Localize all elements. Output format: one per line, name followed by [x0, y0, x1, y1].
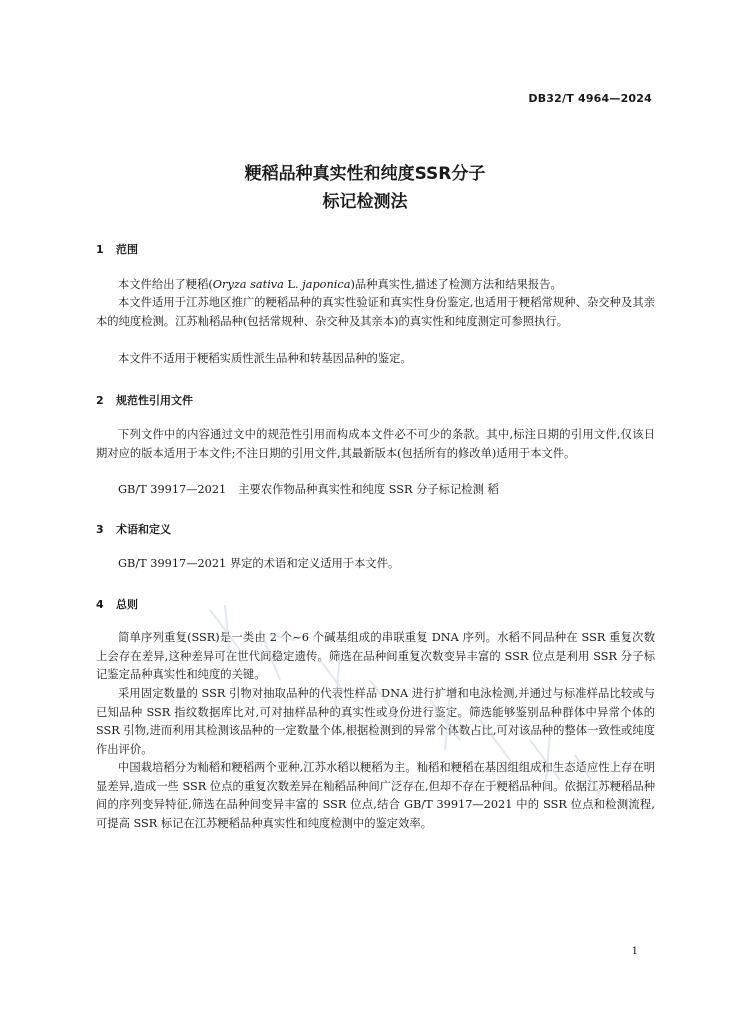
- section-1-heading: [96, 241, 138, 257]
- section-3-paragraph-1: GB/T 39917—2021 界定的术语和定义适用于本文件。: [118, 557, 400, 570]
- section-title: 术语和定义: [116, 523, 171, 536]
- section-number: 4: [96, 598, 104, 611]
- section-title: 总则: [116, 598, 138, 611]
- section-number: 3: [96, 523, 104, 536]
- section-4-heading: [96, 596, 138, 612]
- page-number: 1: [631, 946, 638, 957]
- section-2-heading: [96, 392, 193, 408]
- reference-code: GB/T 39917—2021: [118, 483, 227, 496]
- section-title: 范围: [116, 243, 138, 256]
- section-number: 1: [96, 243, 104, 256]
- document-title: [0, 160, 730, 216]
- section-number: 2: [96, 394, 104, 407]
- title-line-1: 粳稻品种真实性和纯度SSR分子: [244, 164, 486, 184]
- section-1-paragraph-1: 本文件给出了粳稻(Oryza sativa L. japonica)品种真实性,描述了检测方法和结果报告。: [118, 278, 562, 291]
- standard-code: DB32/T 4964—2024: [528, 92, 652, 105]
- reference-title: 主要农作物品种真实性和纯度 SSR 分子标记检测 稻: [238, 483, 499, 496]
- section-3-heading: [96, 521, 171, 537]
- section-4-paragraph-3: 中国栽培稻分为籼稻和粳稻两个亚种,江苏水稻以粳稻为主。籼稻和粳稻在基因组组成和生态适应性上存在明显差异,造成一些 SSR 位点的重复次数差异在籼稻品种间广泛存在,但却不存在于粳稻品种间。依据江苏粳稻品种间的序列变异特征,筛选在品种间变异丰富的 SSR 位点,结合 GB/T 39917—2021 中的 SSR 位点和检测流程,可提高 SSR 标记在江苏粳稻品种真实性和纯度检测中的鉴定效率。: [96, 761, 655, 830]
- section-title: 规范性引用文件: [116, 394, 193, 407]
- section-4-paragraph-2: 采用固定数量的 SSR 引物对抽取品种的代表性样品 DNA 进行扩增和电泳检测,并通过与标准样品比较或与已知品种 SSR 指纹数据库比对,可对抽样品种的真实性或身份进行鉴定。筛选能够鉴别品种群体中异常个体的 SSR 引物,进而利用其检测该品种的一定数量个体,根据检测到的异常个体数占比,可对该品种的整体一致性或纯度作出评价。: [96, 687, 655, 756]
- section-1-paragraph-2: 本文件适用于江苏地区推广的粳稻品种的真实性验证和真实性身份鉴定,也适用于粳稻常规种、杂交种及其亲本的纯度检测。江苏籼稻品种(包括常规种、杂交种及其亲本)的真实性和纯度测定可参照执行。: [96, 296, 655, 328]
- section-1-paragraph-3: 本文件不适用于粳稻实质性派生品种和转基因品种的鉴定。: [118, 352, 412, 365]
- normative-reference: [118, 481, 499, 500]
- section-4-paragraph-1: 简单序列重复(SSR)是一类由 2 个~6 个碱基组成的串联重复 DNA 序列。水稻不同品种在 SSR 重复次数上会存在差异,这种差异可在世代间稳定遗传。筛选在品种间重复次数变异丰富的 SSR 位点是利用 SSR 分子标记鉴定品种真实性和纯度的关键。: [96, 631, 655, 681]
- title-line-2: 标记检测法: [322, 192, 408, 212]
- section-2-paragraph-1: 下列文件中的内容通过文中的规范性引用而构成本文件必不可少的条款。其中,标注日期的引用文件,仅该日期对应的版本适用于本文件;不注日期的引用文件,其最新版本(包括所有的修改单)适用于本文件。: [96, 428, 655, 460]
